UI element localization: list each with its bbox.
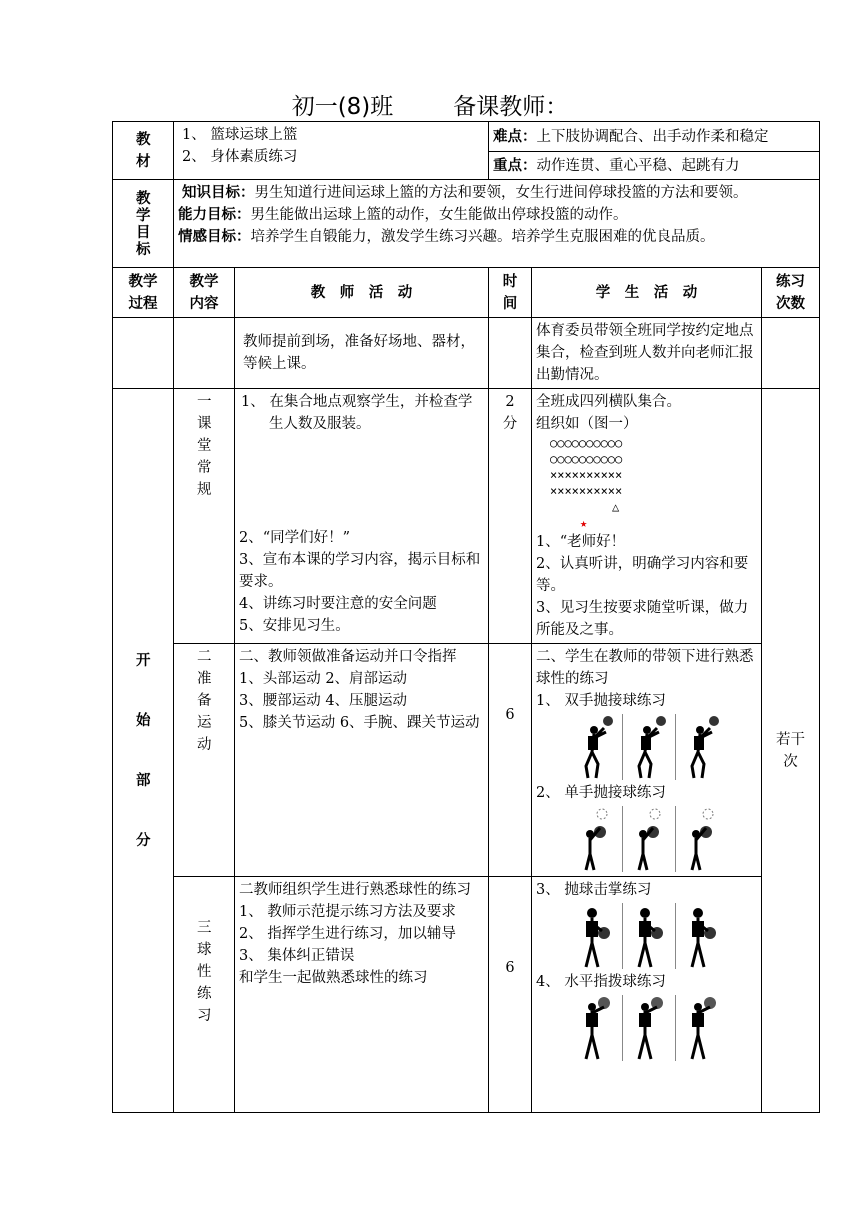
col-count: 练习次数 — [762, 268, 820, 318]
key-text: 动作连贯、重心平稳、起跳有力 — [536, 157, 740, 174]
difficulty-label: 难点： — [493, 127, 537, 145]
page-title — [0, 88, 860, 121]
routine-teacher-3: 3、宣布本课的学习内容，揭示目标和要求。 — [239, 552, 481, 590]
material-item-1: 1、 篮球运球上篮 — [182, 127, 298, 143]
teacher-label: 备课教师： — [453, 94, 569, 120]
goal-ability: 能力目标：男生能做出运球上篮的动作，女生能做出停球投篮的动作。 — [178, 206, 628, 223]
material-label: 教材 — [113, 122, 174, 180]
pre-student: 体育委员带领全班同学按约定地点集合，检查到班人数并向老师汇报出勤情况。 — [532, 318, 762, 389]
pre-time — [489, 318, 532, 389]
col-teacher: 教 师 活 动 — [235, 268, 489, 318]
lesson-plan-table — [112, 121, 820, 1113]
player-figure-icon — [680, 806, 728, 872]
routine-student-2: 组织如（图一） — [536, 416, 638, 432]
routine-teacher-1: 1、 在集合地点观察学生，并检查学生人数及服装。 — [241, 394, 473, 432]
player-figure-icon — [680, 714, 728, 780]
pre-teacher: 教师提前到场，准备好场地、器材，等候上课。 — [235, 318, 489, 389]
drill-2-figures — [574, 806, 757, 872]
pre-class-row — [113, 318, 820, 389]
triangle-icon: △ — [612, 500, 620, 514]
ballfeel-student — [532, 877, 762, 1113]
player-figure-icon — [574, 714, 623, 780]
goals-cell — [174, 180, 820, 268]
warmup-row — [113, 644, 820, 877]
goals-row — [113, 180, 820, 268]
drill-1-label: 1、 双手抛接球练习 — [536, 693, 666, 709]
player-figure-icon — [680, 903, 728, 969]
routine-student-5: 3、见习生按要求随堂听课，做力所能及之事。 — [536, 600, 749, 638]
warmup-teacher: 二、教师领做准备运动并口令指挥 1、头部运动 2、肩部运动 3、腰部运动 4、压腿运动 5、膝关节运动 6、手腕、踝关节运动 — [235, 644, 489, 877]
formation-diagram: ○○○○○○○○○○ ○○○○○○○○○○ ×××××××××× ×××××××××× △ ★ — [536, 435, 757, 531]
section-process: 开始部分 — [113, 389, 174, 1113]
player-figure-icon — [574, 806, 623, 872]
drill-3-figures — [574, 903, 757, 969]
player-figure-icon — [574, 995, 623, 1061]
player-figure-icon — [574, 903, 623, 969]
routine-student-4: 2、认真听讲，明确学习内容和要等。 — [536, 556, 749, 594]
drill-4-label: 4、 水平指拨球练习 — [536, 974, 666, 990]
ballfeel-time: 6 — [489, 877, 532, 1113]
difficulty-text: 上下肢协调配合、出手动作柔和稳定 — [536, 128, 769, 145]
star-icon: ★ — [580, 516, 588, 530]
column-header-row — [113, 268, 820, 318]
pre-content — [174, 318, 235, 389]
drill-4-figures — [574, 995, 757, 1061]
ballfeel-teacher: 二教师组织学生进行熟悉球性的练习 1、 教师示范提示练习方法及要求 2、 指挥学生进行练习，加以辅导 3、 集体纠正错误 和学生一起做熟悉球性的练习 — [235, 877, 489, 1113]
pre-count — [762, 318, 820, 389]
routine-teacher-2: 2、“同学们好！” — [239, 530, 351, 546]
player-figure-icon — [680, 995, 728, 1061]
material-item-2: 2、 身体素质练习 — [182, 149, 298, 165]
class-label: 初一(8)班 — [291, 94, 394, 120]
routine-time: 2分 — [489, 389, 532, 644]
col-process: 教学过程 — [113, 268, 174, 318]
difficulty-cell — [489, 122, 820, 152]
material-items — [174, 122, 489, 180]
routine-content: 一课堂常规 — [174, 389, 235, 644]
col-content: 教学内容 — [174, 268, 235, 318]
material-row — [113, 122, 820, 152]
key-point-cell — [489, 152, 820, 180]
routine-student — [532, 389, 762, 644]
routine-teacher-5: 5、安排见习生。 — [239, 618, 350, 634]
routine-teacher — [235, 389, 489, 644]
player-figure-icon — [627, 806, 676, 872]
pre-process — [113, 318, 174, 389]
ballfeel-content: 三球性练习 — [174, 877, 235, 1113]
count-cell: 若干次 — [762, 389, 820, 1113]
routine-teacher-4: 4、讲练习时要注意的安全问题 — [239, 596, 437, 612]
player-figure-icon — [627, 714, 676, 780]
ballfeel-row — [113, 877, 820, 1113]
col-time: 时间 — [489, 268, 532, 318]
key-label: 重点： — [493, 156, 537, 174]
routine-row — [113, 389, 820, 644]
player-figure-icon — [627, 995, 676, 1061]
goal-emotion: 情感目标：培养学生自锻能力，激发学生练习兴趣。培养学生克服困难的优良品质。 — [178, 228, 715, 245]
routine-student-1: 全班成四列横队集合。 — [536, 394, 681, 410]
drill-3-label: 3、 抛球击掌练习 — [536, 882, 652, 898]
goals-label: 教学目标 — [113, 180, 174, 268]
warmup-student: 二、学生在教师的带领下进行熟悉球性的练习 1、 双手抛接球练习 2、 单手抛接球练习 — [532, 644, 762, 877]
warmup-content: 二准备运动 — [174, 644, 235, 877]
drill-1-figures — [574, 714, 757, 780]
routine-student-3: 1、“老师好！ — [536, 534, 626, 550]
warmup-time: 6 — [489, 644, 532, 877]
goal-knowledge: 知识目标：男生知道行进间运球上篮的方法和要领，女生行进间停球投篮的方法和要领。 — [182, 184, 748, 201]
player-figure-icon — [627, 903, 676, 969]
drill-2-label: 2、 单手抛接球练习 — [536, 785, 666, 801]
col-student: 学 生 活 动 — [532, 268, 762, 318]
